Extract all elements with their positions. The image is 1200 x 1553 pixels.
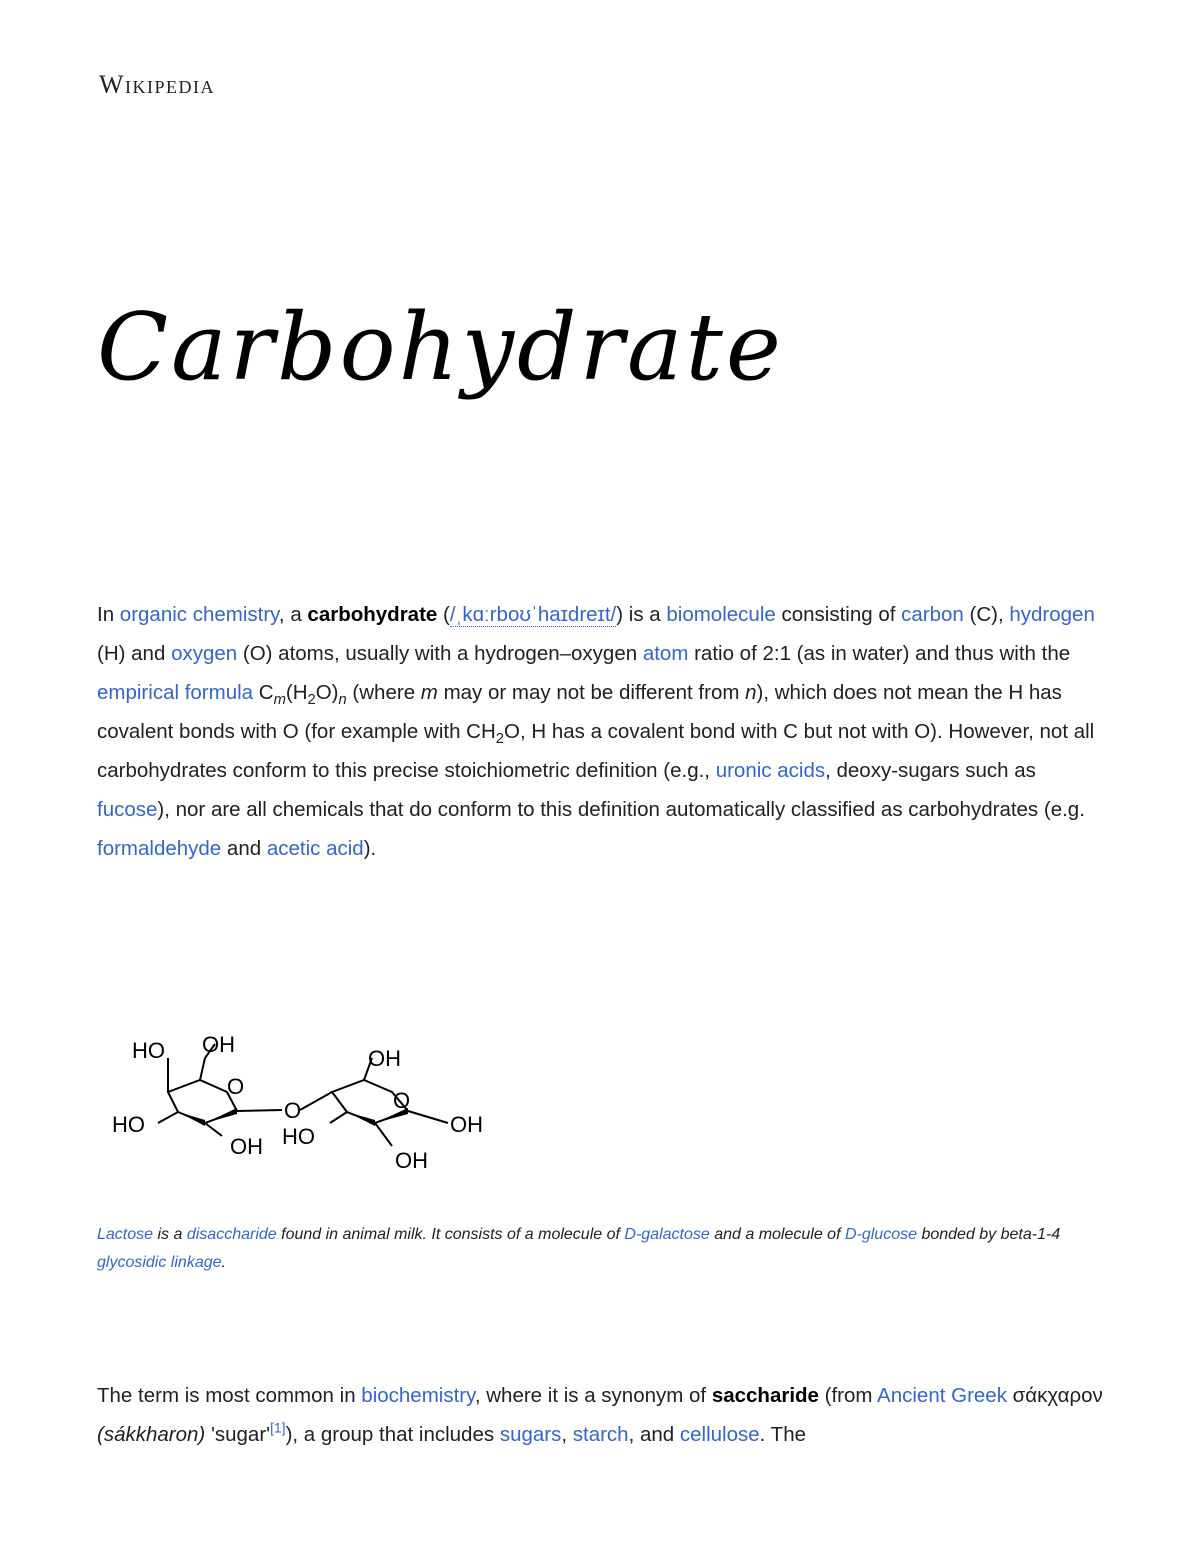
link-lactose[interactable]: Lactose — [97, 1226, 154, 1243]
formula — [253, 681, 347, 709]
link-d-glucose[interactable]: D-glucose — [844, 1226, 917, 1243]
link-fucose[interactable]: fucose — [97, 798, 158, 821]
label-ho-left: HO — [112, 1112, 145, 1137]
text: In — [97, 603, 120, 626]
link-uronic-acids[interactable]: uronic acids — [715, 759, 826, 782]
label-ho-top: HO — [132, 1038, 165, 1063]
formula-sub-2: 2 — [307, 692, 316, 709]
text: σάκχαρον — [1006, 1384, 1103, 1407]
label-oh-top-2: OH — [368, 1046, 401, 1071]
text: , where it is a synonym of — [474, 1384, 712, 1407]
formula-part: C — [253, 681, 274, 704]
link-cellulose[interactable]: cellulose — [679, 1423, 760, 1446]
text: The term is most common in — [97, 1384, 362, 1407]
formula-sub-n: n — [338, 692, 347, 709]
text: and a molecule of — [709, 1226, 845, 1243]
term-carbohydrate: carbohydrate — [307, 603, 438, 626]
label-ho-mid: HO — [282, 1124, 315, 1149]
text: 'sugar' — [205, 1423, 271, 1446]
label-ring-o-1: O — [227, 1074, 245, 1099]
label-oh-right: OH — [450, 1112, 483, 1137]
text: O, H has a covalent bond with C but not with O). However, not all carbohydrates conform to this precise stoichiometric definition (e.g., — [97, 720, 1095, 782]
text: ratio of 2:1 (as in water) and thus with the — [688, 642, 1071, 665]
text: ), which does not mean the H has covalent bonds with O (for example with CH — [97, 681, 1062, 743]
page-title: Carbohydrate — [97, 293, 784, 401]
term-saccharide: saccharide — [711, 1384, 819, 1407]
second-paragraph — [97, 1376, 1112, 1454]
link-biochemistry[interactable]: biochemistry — [361, 1384, 475, 1407]
link-oxygen[interactable]: oxygen — [171, 642, 238, 665]
link-biomolecule[interactable]: biomolecule — [666, 603, 776, 626]
text: consisting of — [775, 603, 902, 626]
text: , a — [278, 603, 308, 626]
wikipedia-wordmark[interactable] — [99, 70, 215, 100]
link-ancient-greek[interactable]: Ancient Greek — [877, 1384, 1007, 1407]
link-disaccharide[interactable]: disaccharide — [186, 1226, 277, 1243]
text: ), nor are all chemicals that do conform to this definition automatically classified as carbohydrates (e.g. — [157, 798, 1085, 821]
text: (H) and — [97, 642, 172, 665]
link-empirical-formula[interactable]: empirical formula — [97, 681, 254, 704]
transliteration: (sákkharon) — [97, 1423, 206, 1446]
link-hydrogen[interactable]: hydrogen — [1009, 603, 1095, 626]
text: ). — [363, 837, 377, 860]
link-atom[interactable]: atom — [642, 642, 689, 665]
text: ), a group that includes — [285, 1423, 500, 1446]
wordmark-text: Wikipedia — [99, 70, 216, 99]
formula-sub-m: m — [273, 692, 286, 709]
link-formaldehyde[interactable]: formaldehyde — [97, 837, 222, 860]
label-oh-bottom: OH — [230, 1134, 263, 1159]
text: ( — [437, 603, 450, 626]
formula-part: O) — [315, 681, 339, 704]
text: may or may not be different from — [437, 681, 746, 704]
text: (O) atoms, usually with a hydrogen–oxygen — [237, 642, 643, 665]
text: , deoxy-sugars such as — [825, 759, 1036, 782]
var-n: n — [745, 681, 757, 704]
link-d-galactose[interactable]: D-galactose — [624, 1226, 710, 1243]
var-m: m — [420, 681, 438, 704]
text: is a — [153, 1226, 187, 1243]
text: (C), — [963, 603, 1010, 626]
link-acetic-acid[interactable]: acetic acid — [266, 837, 364, 860]
text: . — [221, 1254, 226, 1271]
intro-paragraph — [97, 595, 1112, 868]
ipa-pronunciation[interactable]: /ˌkɑːrboʊˈhaɪdreɪt/ — [449, 603, 617, 626]
text: . The — [759, 1423, 807, 1446]
formula-part: (H — [285, 681, 308, 704]
text: , and — [628, 1423, 680, 1446]
text: (from — [818, 1384, 878, 1407]
lactose-structure-svg — [110, 1028, 510, 1178]
label-oh-bottom-2: OH — [395, 1148, 428, 1173]
link-glycosidic-linkage[interactable]: glycosidic linkage — [97, 1254, 222, 1271]
label-ring-o-2: O — [393, 1088, 411, 1113]
lactose-structure-figure[interactable] — [110, 1028, 510, 1178]
text: ) is a — [616, 603, 667, 626]
text: and — [221, 837, 267, 860]
reference-1[interactable]: [1] — [270, 1419, 286, 1436]
link-sugars[interactable]: sugars — [499, 1423, 562, 1446]
link-organic-chemistry[interactable]: organic chemistry — [119, 603, 279, 626]
text: , — [561, 1423, 573, 1446]
label-oh-top: OH — [202, 1032, 235, 1057]
sub-2: 2 — [495, 731, 504, 748]
label-glycosidic-o: O — [284, 1098, 302, 1123]
figure-caption — [97, 1221, 1112, 1277]
link-carbon[interactable]: carbon — [901, 603, 964, 626]
link-starch[interactable]: starch — [572, 1423, 629, 1446]
text: found in animal milk. It consists of a molecule of — [276, 1226, 625, 1243]
text: bonded by beta-1-4 — [917, 1226, 1061, 1243]
text: (where — [346, 681, 421, 704]
